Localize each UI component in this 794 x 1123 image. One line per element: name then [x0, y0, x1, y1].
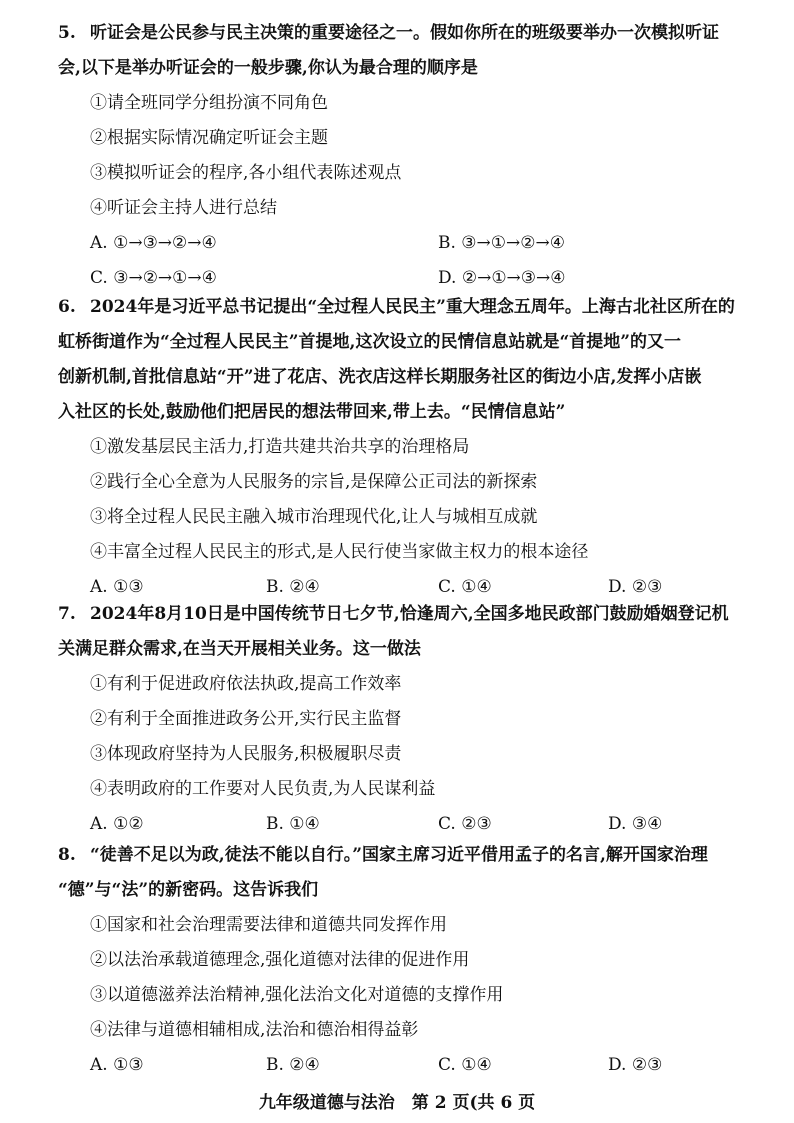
- page-footer: 九年级道德与法治 第 2 页(共 6 页: [258, 1093, 536, 1113]
- question-6: [58, 290, 748, 605]
- statement-3: ③以道德滋养法治精神,强化法治文化对道德的支撑作用: [90, 985, 504, 1005]
- question-stem-line: “德”与“法”的新密码。这告诉我们: [58, 880, 319, 900]
- answer-choices-row: [58, 1048, 748, 1083]
- statement-2: ②以法治承载道德理念,强化道德对法律的促进作用: [90, 950, 470, 970]
- statement-2: ②践行全心全意为人民服务的宗旨,是保障公正司法的新探索: [90, 472, 538, 492]
- statement-2: ②有利于全面推进政务公开,实行民主监督: [90, 709, 402, 729]
- question-stem-line: 关满足群众需求,在当天开展相关业务。这一做法: [58, 639, 421, 659]
- choice-b: B. ②④: [266, 577, 320, 597]
- question-5: [58, 16, 748, 296]
- question-stem-line: 入社区的长处,鼓励他们把居民的想法带回来,带上去。“民情信息站”: [58, 402, 566, 422]
- question-stem-line: “徒善不足以为政,徒法不能以自行。”国家主席习近平借用孟子的名言,解开国家治理: [90, 845, 708, 865]
- question-number: 5.: [58, 23, 76, 43]
- question-stem-line: 听证会是公民参与民主决策的重要途径之一。假如你所在的班级要举办一次模拟听证: [90, 23, 719, 43]
- choice-a: A. ①③: [90, 1055, 144, 1075]
- statement-1: ①有利于促进政府依法执政,提高工作效率: [90, 674, 402, 694]
- choice-d: D. ②③: [608, 1055, 663, 1075]
- choice-c: C. ③→②→①→④: [90, 268, 217, 288]
- question-stem-line: 虹桥街道作为“全过程人民民主”首提地,这次设立的民情信息站就是“首提地”的又一: [58, 332, 682, 352]
- question-7: [58, 597, 748, 842]
- choice-b: B. ①④: [266, 814, 320, 834]
- statement-4: ④表明政府的工作要对人民负责,为人民谋利益: [90, 779, 436, 799]
- statement-1: ①请全班同学分组扮演不同角色: [90, 93, 328, 113]
- choice-b: B. ②④: [266, 1055, 320, 1075]
- question-number: 6.: [58, 297, 76, 317]
- choice-a: A. ①→③→②→④: [90, 233, 217, 253]
- question-number: 7.: [58, 604, 76, 624]
- statement-4: ④丰富全过程人民民主的形式,是人民行使当家做主权力的根本途径: [90, 542, 589, 562]
- question-stem-line: 创新机制,首批信息站“开”进了花店、洗衣店这样长期服务社区的街边小店,发挥小店嵌: [58, 367, 702, 387]
- statement-4: ④法律与道德相辅相成,法治和德治相得益彰: [90, 1020, 419, 1040]
- statement-2: ②根据实际情况确定听证会主题: [90, 128, 328, 148]
- statement-1: ①国家和社会治理需要法律和道德共同发挥作用: [90, 915, 447, 935]
- question-stem-line: 2024年是习近平总书记提出“全过程人民民主”重大理念五周年。上海古北社区所在的: [90, 297, 735, 317]
- choice-c: C. ①④: [438, 1055, 492, 1075]
- statement-4: ④听证会主持人进行总结: [90, 198, 277, 218]
- choice-a: A. ①②: [90, 814, 144, 834]
- question-stem-line: 2024年8月10日是中国传统节日七夕节,恰逢周六,全国多地民政部门鼓励婚姻登记机: [90, 604, 729, 624]
- statement-3: ③模拟听证会的程序,各小组代表陈述观点: [90, 163, 402, 183]
- choice-a: A. ①③: [90, 577, 144, 597]
- question-8: [58, 838, 748, 1083]
- statement-3: ③体现政府坚持为人民服务,积极履职尽责: [90, 744, 402, 764]
- choice-d: D. ③④: [608, 814, 663, 834]
- choice-c: C. ①④: [438, 577, 492, 597]
- choice-d: D. ②→①→③→④: [438, 268, 566, 288]
- question-number: 8.: [58, 845, 76, 865]
- statement-3: ③将全过程人民民主融入城市治理现代化,让人与城相互成就: [90, 507, 538, 527]
- answer-choices-row: [58, 807, 748, 842]
- question-stem-line: 会,以下是举办听证会的一般步骤,你认为最合理的顺序是: [58, 58, 478, 78]
- choice-c: C. ②③: [438, 814, 492, 834]
- statement-1: ①激发基层民主活力,打造共建共治共享的治理格局: [90, 437, 470, 457]
- choice-d: D. ②③: [608, 577, 663, 597]
- answer-choices-row: [58, 226, 748, 261]
- choice-b: B. ③→①→②→④: [438, 233, 565, 253]
